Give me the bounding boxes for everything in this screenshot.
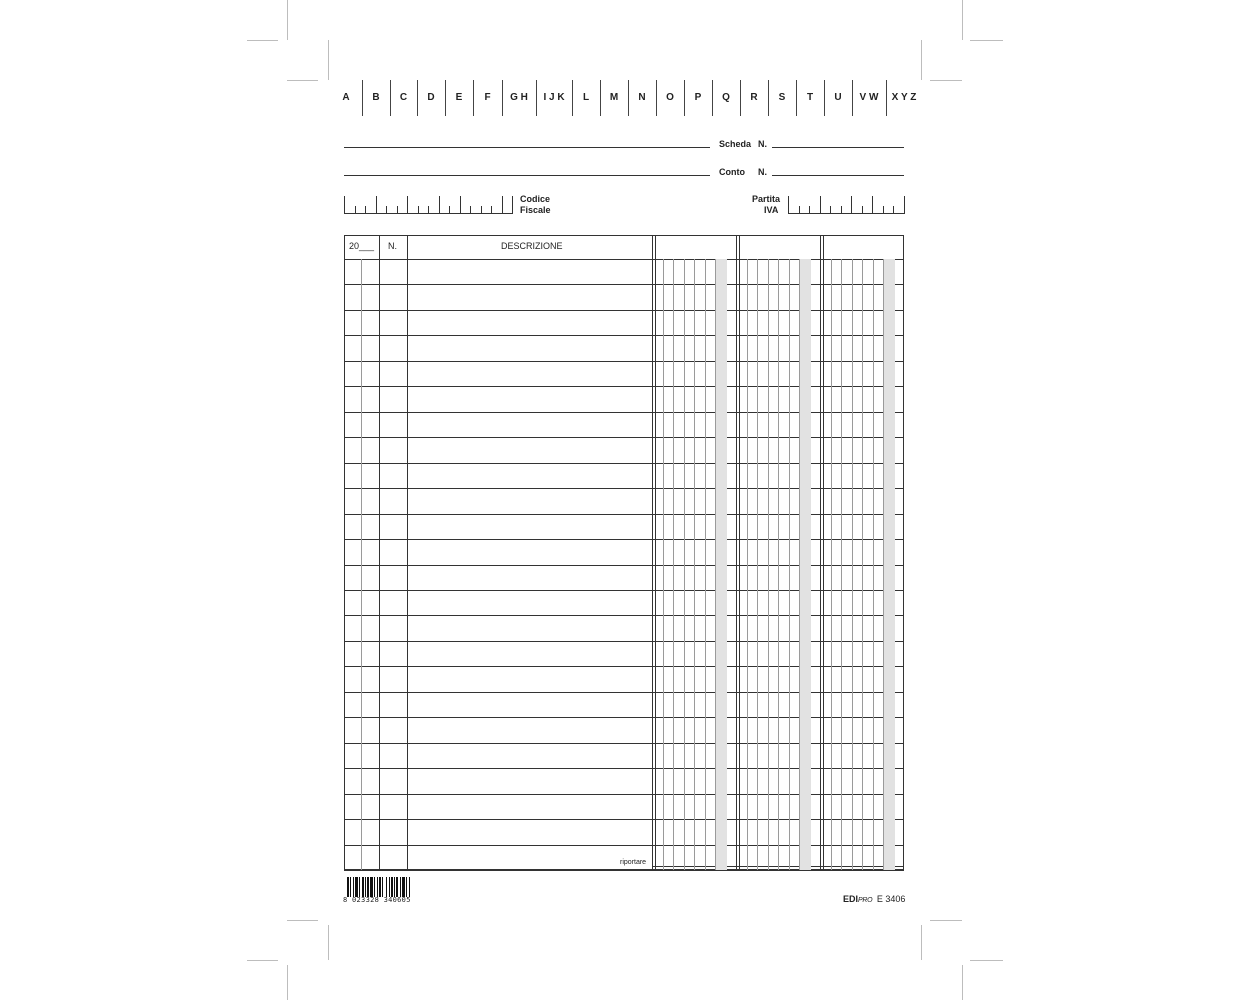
tick-mark (788, 196, 789, 214)
crop-mark (930, 80, 962, 81)
tick-mark (893, 206, 894, 214)
year-header: 20___ (349, 241, 375, 251)
tab-divider (572, 80, 573, 116)
conto-number-line (772, 175, 904, 176)
row-line (344, 335, 904, 336)
tab-divider (768, 80, 769, 116)
row-line (344, 590, 904, 591)
barcode-bar (389, 877, 390, 897)
amount-column-line (673, 259, 674, 870)
scheda-number-label: N. (758, 139, 767, 149)
barcode-bar (347, 877, 349, 897)
brand-name-bold: EDI (843, 894, 859, 904)
tab-divider (600, 80, 601, 116)
index-tab: P (694, 92, 702, 103)
index-tab: D (427, 92, 435, 103)
row-line (344, 310, 904, 311)
name-line (344, 147, 710, 148)
description-header: DESCRIZIONE (501, 241, 563, 251)
crop-mark (930, 920, 962, 921)
tick-mark (376, 196, 377, 214)
tab-divider (417, 80, 418, 116)
crop-mark (247, 960, 278, 961)
barcode-bar (396, 877, 398, 897)
tab-divider (390, 80, 391, 116)
tab-divider (628, 80, 629, 116)
codice-fiscale-label-1: Codice (520, 194, 551, 204)
column-line (655, 235, 656, 870)
barcode-bar (400, 877, 401, 897)
index-tab: Q (722, 92, 730, 103)
shaded-column (716, 259, 727, 870)
codice-fiscale-label-2: Fiscale (520, 205, 551, 215)
number-header: N. (388, 241, 397, 251)
row-line (344, 361, 904, 362)
shaded-column (884, 259, 895, 870)
row-line (344, 794, 904, 795)
row-line (344, 717, 904, 718)
crop-mark (287, 0, 288, 40)
column-line (407, 235, 408, 870)
tick-mark (365, 206, 366, 214)
codice-fiscale-boxes (344, 196, 512, 214)
tab-divider (473, 80, 474, 116)
crop-mark (921, 925, 922, 960)
amount-column-line (831, 259, 832, 870)
brand-name-italic: PRO (858, 897, 873, 904)
barcode-number: 8 023328 340605 (343, 896, 411, 904)
barcode-bar (406, 877, 407, 897)
brand-mark (843, 894, 905, 904)
conto-label: Conto (719, 167, 745, 177)
product-code: E 3406 (876, 894, 906, 904)
amount-column-line (757, 259, 758, 870)
amount-column-line (768, 259, 769, 870)
tick-mark (344, 196, 345, 214)
index-tab: R (750, 92, 758, 103)
row-line (344, 768, 904, 769)
crop-mark (328, 40, 329, 80)
riportare-note: riportare (620, 859, 647, 866)
tick-mark (809, 206, 810, 214)
amount-column-line (663, 259, 664, 870)
amount-column-line (694, 259, 695, 870)
tick-mark (439, 196, 440, 214)
index-tab: T (806, 92, 814, 103)
scheda-label: Scheda (719, 139, 752, 149)
index-tab: A (342, 92, 350, 103)
conto-number-label: N. (758, 167, 767, 177)
index-tab: I J K (543, 92, 565, 103)
row-line (344, 845, 904, 846)
barcode (347, 877, 411, 897)
tick-mark (830, 206, 831, 214)
tick-mark (418, 206, 419, 214)
row-line (344, 488, 904, 489)
tick-mark (470, 206, 471, 214)
tick-mark (883, 206, 884, 214)
tick-mark (386, 206, 387, 214)
tick-mark (904, 196, 905, 214)
index-tab: S (778, 92, 786, 103)
tab-divider (824, 80, 825, 116)
tab-divider (502, 80, 503, 116)
crop-mark (287, 965, 288, 1000)
tab-divider (740, 80, 741, 116)
column-line (652, 235, 653, 870)
row-line (344, 615, 904, 616)
tick-mark (397, 206, 398, 214)
barcode-bar (370, 877, 373, 897)
ledger-table (344, 235, 904, 870)
barcode-bar (377, 877, 378, 897)
tab-divider (362, 80, 363, 116)
amount-column-line (778, 259, 779, 870)
tick-mark (512, 196, 513, 214)
column-line (823, 235, 824, 870)
tick-mark (872, 196, 873, 214)
row-line (344, 692, 904, 693)
tick-mark (862, 206, 863, 214)
partita-iva-label-2: IVA (764, 205, 779, 215)
tick-baseline (788, 213, 904, 214)
amount-column-line (852, 259, 853, 870)
tick-mark (449, 206, 450, 214)
crop-mark (970, 40, 1003, 41)
tick-mark (820, 196, 821, 214)
crop-mark (328, 925, 329, 960)
tab-divider (445, 80, 446, 116)
row-line (344, 437, 904, 438)
crop-mark (962, 0, 963, 40)
row-line (344, 743, 904, 744)
barcode-bar (353, 877, 354, 897)
amount-column-line (747, 259, 748, 870)
barcode-bar (379, 877, 381, 897)
index-tab: G H (510, 92, 528, 103)
tick-mark (502, 196, 503, 214)
index-tab: F (484, 92, 491, 103)
row-line (344, 819, 904, 820)
date-column-line (361, 259, 362, 870)
index-tab: V W (859, 92, 879, 103)
row-line (344, 259, 904, 260)
crop-mark (287, 80, 318, 81)
shaded-column (800, 259, 811, 870)
barcode-bar (362, 877, 364, 897)
index-tab: E (455, 92, 463, 103)
tick-mark (491, 206, 492, 214)
index-tab: C (399, 92, 408, 103)
partita-iva-boxes (788, 196, 904, 214)
tab-divider (684, 80, 685, 116)
barcode-bar (409, 877, 410, 897)
tab-divider (796, 80, 797, 116)
tick-mark (355, 206, 356, 214)
amount-column-line (873, 259, 874, 870)
column-line (820, 235, 821, 870)
crop-mark (970, 960, 1003, 961)
row-line (344, 666, 904, 667)
tick-mark (460, 196, 461, 214)
index-tab: N (638, 92, 646, 103)
amount-column-line (862, 259, 863, 870)
tick-mark (481, 206, 482, 214)
tab-divider (656, 80, 657, 116)
crop-mark (921, 40, 922, 80)
tab-divider (886, 80, 887, 116)
row-line (344, 412, 904, 413)
row-line (344, 539, 904, 540)
tick-mark (851, 196, 852, 214)
barcode-bar (382, 877, 383, 897)
tab-divider (712, 80, 713, 116)
barcode-bar (359, 877, 360, 897)
tick-mark (799, 206, 800, 214)
column-line (736, 235, 737, 870)
crop-mark (287, 920, 318, 921)
barcode-bar (355, 877, 358, 897)
index-tab: X Y Z (891, 92, 917, 103)
crop-mark (962, 965, 963, 1000)
partita-iva-label-1: Partita (752, 194, 781, 204)
index-tab: M (609, 92, 619, 103)
index-tab: U (834, 92, 842, 103)
row-line (344, 386, 904, 387)
index-tab: O (666, 92, 674, 103)
column-line (903, 235, 904, 870)
barcode-bar (402, 877, 405, 897)
row-line (344, 463, 904, 464)
row-line (344, 514, 904, 515)
column-line (379, 235, 380, 870)
column-line (344, 235, 345, 870)
tab-divider (536, 80, 537, 116)
barcode-bar (367, 877, 369, 897)
crop-mark (247, 40, 278, 41)
tick-mark (407, 196, 408, 214)
amount-column-line (705, 259, 706, 870)
barcode-bar (365, 877, 366, 897)
barcode-bar (391, 877, 393, 897)
index-tab: L (582, 92, 590, 103)
tab-divider (852, 80, 853, 116)
index-tab: B (372, 92, 380, 103)
row-line (344, 641, 904, 642)
address-line (344, 175, 710, 176)
barcode-bar (386, 877, 387, 897)
scheda-number-line (772, 147, 904, 148)
column-line (739, 235, 740, 870)
barcode-bar (350, 877, 351, 897)
tick-mark (841, 206, 842, 214)
amount-column-line (684, 259, 685, 870)
amount-column-line (841, 259, 842, 870)
barcode-bar (374, 877, 375, 897)
tick-mark (428, 206, 429, 214)
barcode-bar (394, 877, 395, 897)
row-line (344, 284, 904, 285)
row-line (344, 870, 904, 871)
amount-column-line (789, 259, 790, 870)
row-line (344, 565, 904, 566)
